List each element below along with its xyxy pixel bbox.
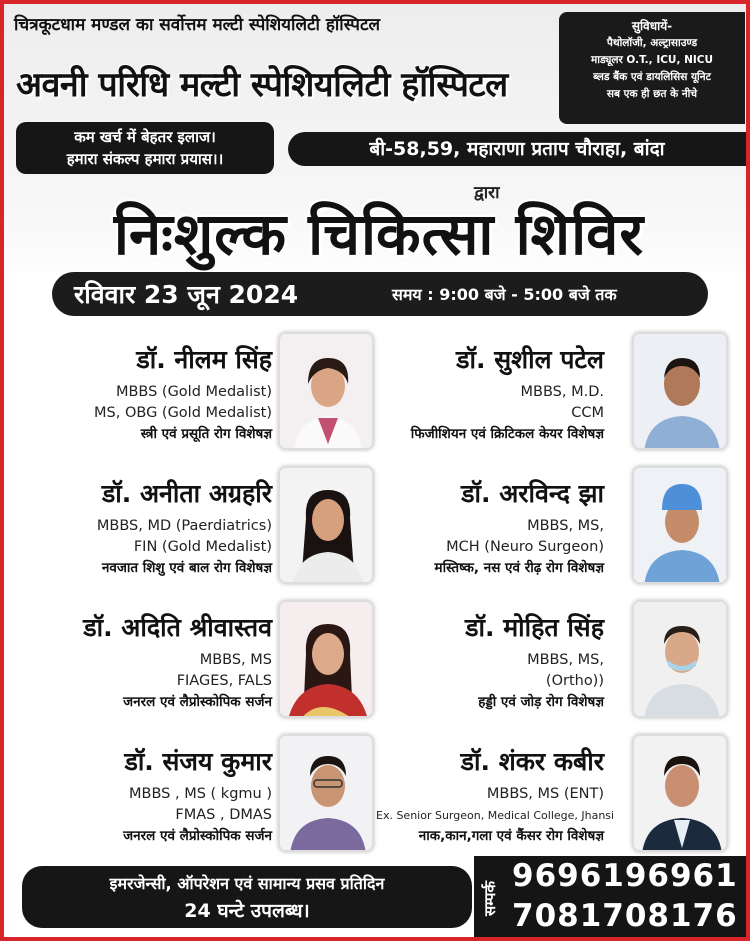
slogan-line: कम खर्च में बेहतर इलाज। — [74, 128, 216, 146]
emergency-line: इमरजेन्सी, ऑपरेशन एवं सामान्य प्रसव प्रतिदिन — [109, 874, 385, 893]
camp-date: रविवार 23 जून 2024 — [74, 280, 299, 309]
doctor-specialty: नाक,कान,गला एवं कैंसर रोग विशेषज्ञ — [418, 828, 604, 844]
doctor-card — [376, 744, 615, 847]
doctor-specialty: मस्तिष्क, नस एवं रीढ़ रोग विशेषज्ञ — [434, 560, 604, 576]
camp-title: निःशुल्क चिकित्सा शिविर — [113, 200, 645, 268]
doctor-name: डॉ. अदिति श्रीवास्तव — [83, 613, 272, 642]
facility-line: सब एक ही छत के नीचे — [606, 88, 698, 100]
doctor-photo — [632, 466, 728, 584]
doctor-degree: FIAGES, FALS — [176, 673, 272, 689]
doctor-photo — [632, 332, 728, 450]
doctor-photo — [278, 332, 374, 450]
doctor-specialty: फिजीशियन एवं क्रिटिकल केयर विशेषज्ञ — [410, 426, 604, 442]
contact-label: सम्पर्क — [481, 881, 499, 917]
doctor-card — [376, 342, 604, 445]
doctor-degree: MBBS, MS — [199, 652, 272, 668]
slogan-line: हमारा संकल्प हमारा प्रयास।। — [66, 150, 224, 168]
doctor-degree: MBBS, MS, — [527, 518, 604, 534]
doctor-card — [22, 342, 272, 445]
doctor-degree: MCH (Neuro Surgeon) — [446, 539, 604, 555]
address-bar: बी-58,59, महाराणा प्रताप चौराहा, बांदा — [288, 132, 746, 166]
doctor-name: डॉ. नीलम सिंह — [136, 345, 272, 374]
doctor-card — [22, 744, 272, 847]
doctor-degree: MBBS, MS, — [527, 652, 604, 668]
phone-number[interactable]: 7081708176 — [512, 898, 738, 934]
doctor-degree: CCM — [571, 405, 604, 421]
doctor-degree: MBBS , MS ( kgmu ) — [129, 786, 272, 802]
facility-line: पैथोलॉजी, अल्ट्रासाउण्ड — [606, 37, 698, 49]
availability-line: 24 घन्टे उपलब्ध। — [184, 900, 310, 922]
doctor-specialty: जनरल एवं लैप्रोस्कोपिक सर्जन — [123, 828, 272, 844]
doctor-photo — [278, 600, 374, 718]
facility-line: ब्लड बैंक एवं डायलिसिस यूनिट — [593, 71, 711, 83]
doctor-specialty: नवजात शिशु एवं बाल रोग विशेषज्ञ — [101, 560, 272, 576]
doctor-card — [22, 610, 272, 713]
emergency-box — [22, 866, 472, 928]
facility-line: माड्यूलर O.T., ICU, NICU — [590, 54, 714, 66]
doctor-degree: Ex. Senior Surgeon, Medical College, Jhansi — [376, 809, 615, 822]
camp-time: समय : 9:00 बजे - 5:00 बजे तक — [392, 285, 617, 304]
contact-box — [474, 856, 750, 941]
tagline: चित्रकूटधाम मण्डल का सर्वोत्तम मल्टी स्पेशियलिटी हॉस्पिटल — [14, 15, 381, 35]
doctor-photo — [632, 734, 728, 852]
doctor-name: डॉ. शंकर कबीर — [460, 747, 604, 776]
facilities-box — [559, 12, 745, 124]
doctor-degree: (Ortho)) — [545, 673, 604, 689]
doctor-degree: MBBS, MD (Paerdiatrics) — [96, 518, 272, 534]
doctor-degree: MS, OBG (Gold Medalist) — [94, 405, 272, 421]
by-label: द्वारा — [474, 183, 500, 203]
doctor-name: डॉ. अनीता अग्रहरि — [101, 479, 272, 508]
doctor-degree: MBBS, MS (ENT) — [486, 786, 604, 802]
phone-number[interactable]: 9696196961 — [512, 858, 738, 894]
doctor-photo — [278, 466, 374, 584]
doctor-name: डॉ. मोहित सिंह — [465, 613, 604, 642]
doctor-name: डॉ. संजय कुमार — [124, 747, 272, 776]
doctor-name: डॉ. अरविन्द झा — [461, 479, 604, 508]
doctor-card — [376, 610, 604, 713]
doctor-photo — [278, 734, 374, 852]
doctor-name: डॉ. सुशील पटेल — [456, 345, 604, 374]
doctor-specialty: स्त्री एवं प्रसूति रोग विशेषज्ञ — [140, 426, 272, 442]
doctor-degree: MBBS, M.D. — [520, 384, 604, 400]
doctor-degree: MBBS (Gold Medalist) — [115, 384, 272, 400]
doctor-card — [376, 476, 604, 579]
facilities-title: सुविधायें- — [631, 19, 673, 33]
slogan-box — [16, 122, 274, 174]
doctor-specialty: जनरल एवं लैप्रोस्कोपिक सर्जन — [123, 694, 272, 710]
doctor-specialty: हड्डी एवं जोड़ रोग विशेषज्ञ — [478, 694, 604, 710]
doctor-degree: FMAS , DMAS — [175, 807, 272, 823]
doctor-card — [22, 476, 272, 579]
doctor-photo — [632, 600, 728, 718]
date-bar — [52, 272, 708, 316]
doctor-degree: FIN (Gold Medalist) — [133, 539, 272, 555]
hospital-name: अवनी परिधि मल्टी स्पेशियलिटी हॉस्पिटल — [16, 65, 508, 105]
